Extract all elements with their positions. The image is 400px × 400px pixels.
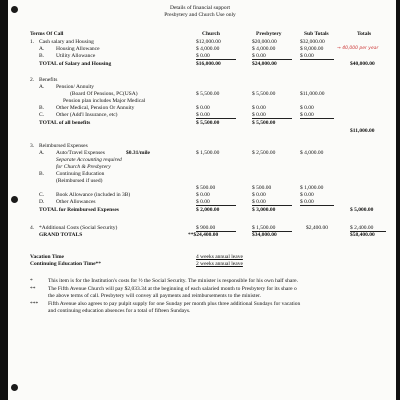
item-label: Housing Allowance	[56, 46, 100, 52]
section-total-label: TOTAL for Reimbursed Expenses	[39, 207, 119, 213]
item-sublabel: (Board Of Pensions, PC(USA)	[70, 91, 138, 97]
punch-hole	[11, 196, 18, 203]
handwritten-note: → 40,000 per year	[337, 46, 379, 51]
underline	[196, 59, 236, 60]
value-church: $ 0.00	[196, 53, 210, 59]
section-total-label: TOTAL of all benefits	[39, 120, 91, 126]
total-presbytery: $ 5,500.00	[252, 120, 276, 126]
ce-time-value: 2 weeks annual leave	[196, 261, 243, 267]
footnote-text: The Fifth Avenue Church will pay $2,033.34 at the beginning of each salaried month to Presbytery for its share o	[48, 286, 297, 292]
total-presbytery: $ 3,000.00	[252, 207, 276, 213]
footnote-text: Fifth Avenue also agrees to pay pulpit supply for one Sunday per month plus three additional Sundays for vacation	[48, 301, 301, 307]
header-subtitle: Presbytery and Church Use only	[164, 12, 236, 18]
item-note: for Church & Presbytery	[56, 164, 111, 170]
value-subtotal: $ 0.00	[300, 112, 314, 118]
item-letter: A.	[39, 46, 45, 52]
value-presbytery: $ 0.00	[252, 105, 266, 111]
grand-total-total: $58,400.00	[350, 232, 375, 238]
value-church: $ 0.00	[196, 192, 210, 198]
value-presbytery: $ 2,500.00	[252, 150, 276, 156]
column-presbytery: Presbytery	[256, 31, 282, 37]
value-church: $ 5,500.00	[196, 91, 220, 97]
vacation-label: Vacation Time	[30, 254, 64, 260]
footnote-text: This item is for the Institution's costs for ½ the Social Security. The minister is responsible for his own half share.	[48, 278, 298, 284]
item-label: Other (Add'l Insurance, etc)	[56, 112, 118, 118]
value-presbytery: $ 5,500.00	[252, 91, 276, 97]
footnote-text: and continuing education absences for a total of fifteen Sundays.	[48, 308, 191, 314]
total-church: $ 5,500.00	[196, 120, 220, 126]
total-presbytery: $24,000.00	[252, 61, 277, 67]
item-letter: A.	[39, 150, 45, 156]
item-label: Other Medical, Pension Or Annuity	[56, 105, 135, 111]
total-total: $11,000.00	[350, 128, 375, 134]
value-subtotal: $11,000.00	[300, 91, 325, 97]
item-letter: B.	[39, 53, 45, 59]
value-subtotal: $ 0.00	[300, 53, 314, 59]
value-presbytery: $ 1,500.00	[252, 225, 276, 231]
item-label: Book Allowance (included in 3B)	[56, 192, 131, 198]
footnote-mark: *	[30, 278, 33, 284]
footnote-text: the above terms of call. Presbytery will convey all payments and reimbursements to the minister.	[48, 293, 261, 299]
punch-hole	[11, 6, 18, 13]
vacation-value: 4 weeks annual leave	[196, 254, 243, 260]
underline	[252, 118, 292, 119]
value-presbytery: $ 500.00	[252, 185, 272, 191]
value-church: $ 900.00	[196, 225, 216, 231]
item-label: Continuing Education	[56, 171, 105, 177]
value-church: $12,000.00	[196, 39, 221, 45]
value-church: $ 0.00	[196, 199, 210, 205]
item-letter: C.	[39, 192, 45, 198]
item-sublabel: Pension plan includes Major Medical	[63, 98, 146, 104]
value-total: $ 2,400.00	[350, 225, 374, 231]
section-title: Cash salary and Housing	[39, 39, 94, 45]
underline	[300, 59, 334, 60]
underline	[300, 205, 334, 206]
value-subtotal: $ 4,000.00	[300, 150, 324, 156]
value-presbytery: $ 0.00	[252, 112, 266, 118]
value-presbytery: $ 4,000.00	[252, 46, 276, 52]
value-church: $ 4,000.00	[196, 46, 220, 52]
item-label: *Additional Costs (Social Security)	[39, 225, 118, 231]
value-church: $ 0.00	[196, 112, 210, 118]
value-presbytery: $ 0.00	[252, 53, 266, 59]
value-presbytery: $ 0.00	[252, 192, 266, 198]
section-number: 1.	[30, 39, 35, 45]
underline	[196, 118, 236, 119]
column-church: Church	[202, 31, 220, 37]
value-subtotal: $2,400.00	[306, 225, 328, 231]
section-number: 2.	[30, 77, 35, 83]
underline	[300, 118, 334, 119]
value-subtotal: $ 0.00	[300, 105, 314, 111]
document-page	[8, 0, 396, 400]
item-label: Other Allowances	[56, 199, 96, 205]
underline	[252, 205, 292, 206]
grand-total-church: **$24,400.00	[188, 232, 219, 238]
punch-hole	[11, 384, 18, 391]
ce-time-label: Continuing Education Time**	[30, 261, 102, 267]
item-letter: C.	[39, 112, 45, 118]
value-subtotal: $ 0.00	[300, 192, 314, 198]
section-total-label: TOTAL of Salary and Housing	[39, 61, 112, 67]
value-church: $ 500.00	[196, 185, 216, 191]
total-church: $ 2,000.00	[196, 207, 220, 213]
item-label: Pension/ Annuity	[56, 84, 95, 90]
item-letter: A.	[39, 84, 45, 90]
column-terms: Terms Of Call	[30, 31, 64, 37]
footnote-mark: ***	[30, 301, 39, 307]
grand-total-presbytery: $34,000.00	[252, 232, 277, 238]
section-title: Reimbursed Expenses	[39, 143, 88, 149]
footnote-mark: **	[30, 286, 36, 292]
item-letter: D.	[39, 199, 45, 205]
column-subtotals: Sub Totals	[304, 31, 329, 37]
value-church: $ 1,500.00	[196, 150, 220, 156]
item-sublabel: (Reimbursed if used)	[56, 178, 103, 184]
item-note: Separate Accounting required	[56, 157, 122, 163]
mileage-rate: $0.31/mile	[126, 150, 150, 156]
grand-total-label: GRAND TOTALS	[39, 232, 83, 238]
total-total: $40,000.00	[350, 61, 375, 67]
underline	[252, 59, 292, 60]
item-letter: B.	[39, 105, 45, 111]
section-number: 4.	[30, 225, 35, 231]
column-totals: Totals	[357, 31, 372, 37]
underline	[196, 205, 236, 206]
item-letter: B.	[39, 171, 45, 177]
total-church: $16,000.00	[196, 61, 221, 67]
value-subtotal: $ 8,000.00	[300, 46, 324, 52]
value-church: $ 0.00	[196, 105, 210, 111]
total-total: $ 5,000.00	[350, 207, 374, 213]
header-title: Details of financial support	[169, 5, 231, 11]
value-subtotal: $32,000.00	[300, 39, 325, 45]
item-label: Utility Allowance	[56, 53, 96, 59]
value-subtotal: $ 1,000.00	[300, 185, 324, 191]
section-title: Benefits	[39, 77, 58, 83]
value-presbytery: $ 0.00	[252, 199, 266, 205]
value-subtotal: $ 0.00	[300, 199, 314, 205]
value-presbytery: $20,000.00	[252, 39, 277, 45]
section-number: 3.	[30, 143, 35, 149]
item-label: Auto/Travel Expenses	[56, 150, 105, 156]
